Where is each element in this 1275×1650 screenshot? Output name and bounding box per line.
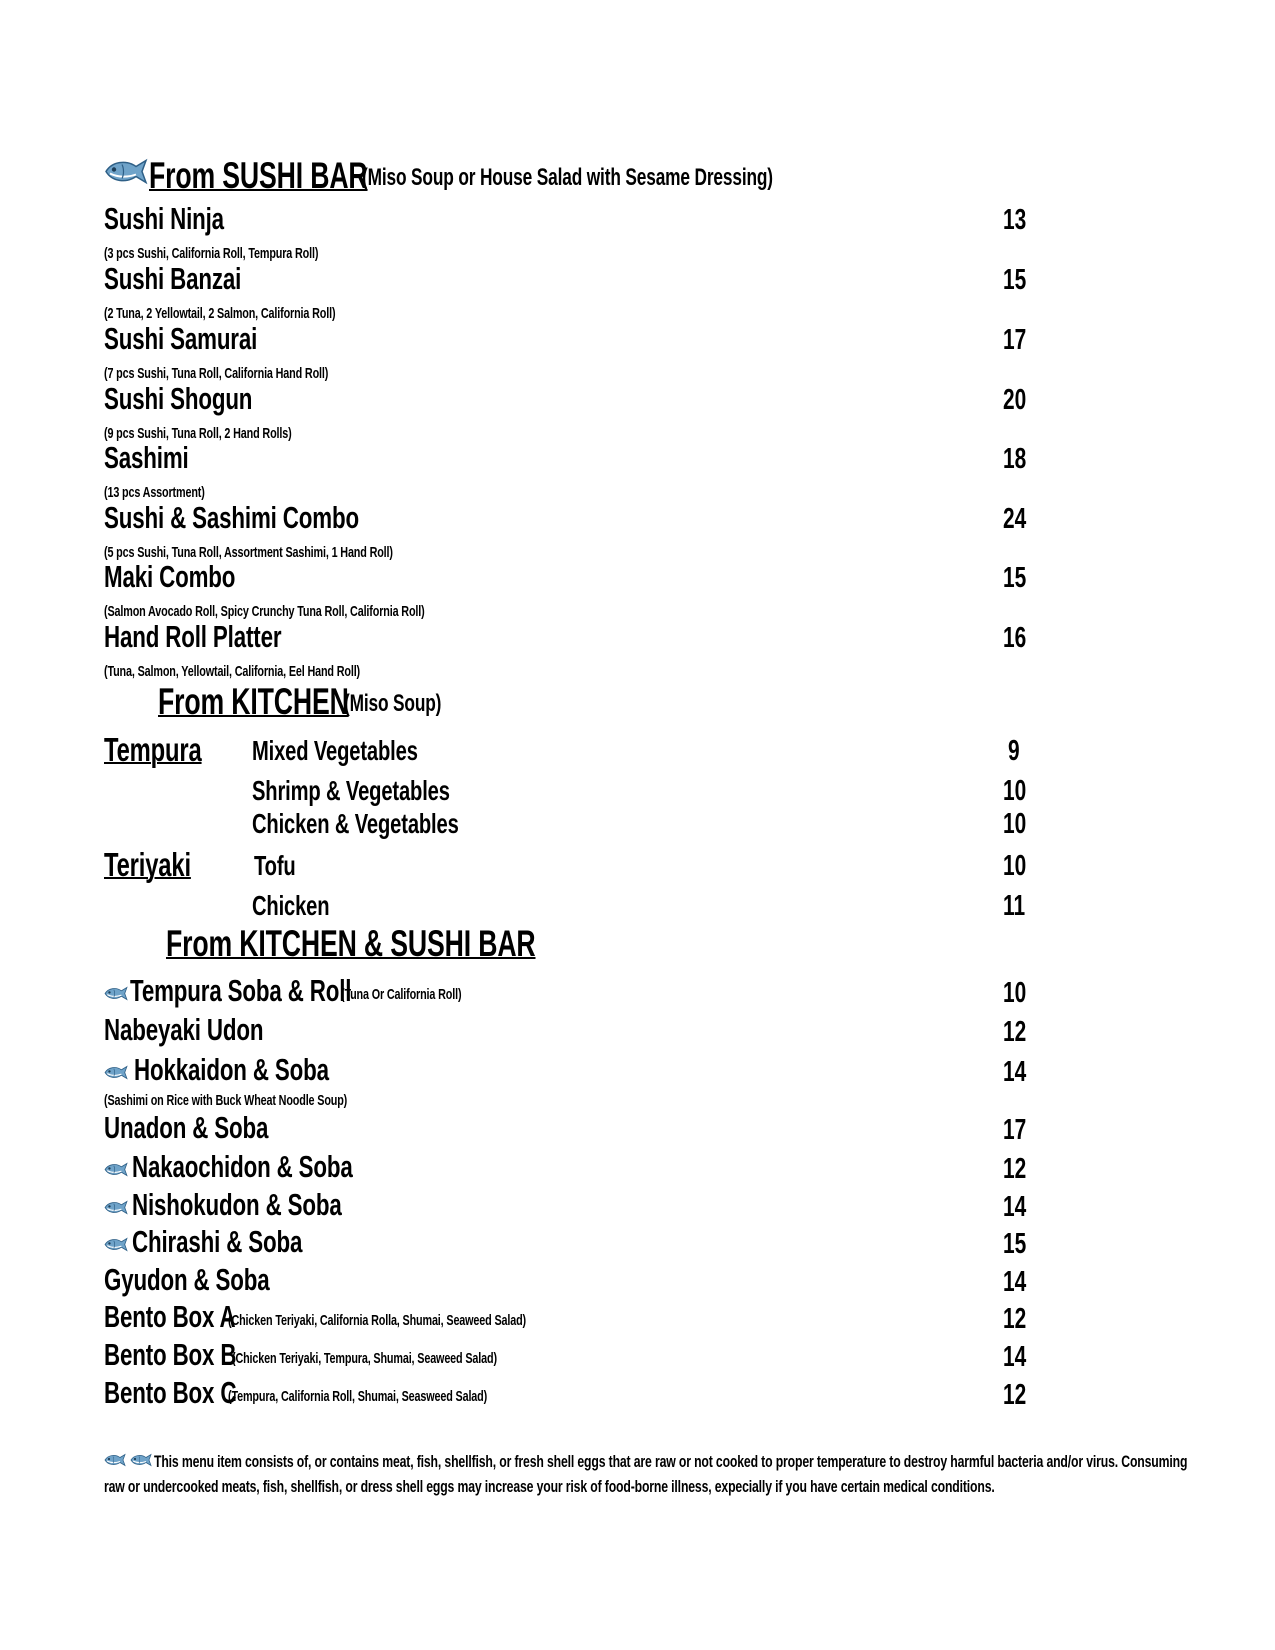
fish-icon	[104, 1065, 128, 1080]
fish-icon	[104, 1237, 128, 1252]
menu-item-price: 12	[1003, 1153, 1027, 1185]
menu-item-price: 10	[1003, 775, 1027, 807]
menu-item-name: Sushi & Sashimi Combo	[104, 500, 359, 535]
disclaimer-line-2: raw or undercooked meats, fish, shellfish, or dress shell eggs may increase your risk of food-borne illness, expecially if you have certain medical conditions.	[104, 1477, 995, 1496]
menu-item-price: 14	[1003, 1191, 1027, 1223]
fish-icon	[104, 1200, 128, 1215]
menu-item-name: Hokkaidon & Soba	[134, 1052, 329, 1087]
menu-item-description: (2 Tuna, 2 Yellowtail, 2 Salmon, California Roll)	[104, 305, 336, 322]
menu-item-price: 15	[1003, 264, 1027, 296]
menu-item-name: Sushi Shogun	[104, 381, 253, 416]
menu-item-description: (3 pcs Sushi, California Roll, Tempura Roll)	[104, 245, 319, 262]
fish-icon	[104, 1453, 126, 1467]
menu-item-name: Shrimp & Vegetables	[252, 775, 450, 806]
menu-item-price: 12	[1003, 1379, 1027, 1411]
menu-item-note: (Tempura, California Roll, Shumai, Seasweed Salad)	[228, 1388, 488, 1405]
menu-item-price: 15	[1003, 1228, 1027, 1260]
menu-item-description: (13 pcs Assortment)	[104, 484, 205, 501]
menu-item-price: 18	[1003, 443, 1027, 475]
menu-item-description: (Tuna, Salmon, Yellowtail, California, Eel Hand Roll)	[104, 663, 361, 680]
sushi-bar-heading: From SUSHI BAR	[149, 155, 368, 196]
menu-item-price: 17	[1003, 324, 1027, 356]
menu-item-name: Mixed Vegetables	[252, 735, 418, 766]
menu-item-name: Sushi Samurai	[104, 321, 258, 356]
menu-item-price: 15	[1003, 562, 1027, 594]
menu-item-description: (9 pcs Sushi, Tuna Roll, 2 Hand Rolls)	[104, 425, 292, 442]
menu-item-price: 12	[1003, 1303, 1027, 1335]
menu-item-name: Nishokudon & Soba	[132, 1187, 342, 1222]
kitchen-heading: From KITCHEN	[158, 681, 349, 722]
menu-item-price: 10	[1003, 808, 1027, 840]
menu-item-name: Nabeyaki Udon	[104, 1012, 264, 1047]
menu-item-price: 14	[1003, 1266, 1027, 1298]
menu-item-name: Bento Box A	[104, 1299, 236, 1334]
menu-item-price: 13	[1003, 204, 1027, 236]
menu-item-name: Nakaochidon & Soba	[132, 1149, 353, 1184]
menu-item-name: Tofu	[254, 850, 296, 881]
menu-item-name: Tempura Soba & Roll	[130, 973, 352, 1008]
menu-item-name: Sashimi	[104, 440, 189, 475]
menu-item-price: 14	[1003, 1341, 1027, 1373]
fish-icon	[130, 1453, 152, 1467]
menu-item-price: 24	[1003, 503, 1027, 535]
menu-item-description: (Sashimi on Rice with Buck Wheat Noodle Soup)	[104, 1092, 348, 1109]
fish-icon	[104, 986, 128, 1001]
menu-item-price: 20	[1003, 384, 1027, 416]
menu-item-price: 9	[1008, 735, 1020, 767]
menu-item-name: Sushi Banzai	[104, 261, 242, 296]
menu-item-note: (Tuna Or California Roll)	[341, 986, 462, 1003]
teriyaki-category: Teriyaki	[104, 846, 191, 883]
fish-icon	[104, 1162, 128, 1177]
menu-item-name: Hand Roll Platter	[104, 619, 282, 654]
menu-item-price: 12	[1003, 1016, 1027, 1048]
menu-item-description: (7 pcs Sushi, Tuna Roll, California Hand Roll)	[104, 365, 329, 382]
sushi-bar-subheading: (Miso Soup or House Salad with Sesame Dressing)	[362, 164, 773, 191]
menu-item-name: Maki Combo	[104, 559, 236, 594]
kitchen-subheading: (Miso Soup)	[344, 690, 442, 717]
menu-item-price: 14	[1003, 1056, 1027, 1088]
menu-item-name: Unadon & Soba	[104, 1110, 269, 1145]
fish-icon	[104, 158, 148, 185]
menu-item-price: 10	[1003, 850, 1027, 882]
menu-item-price: 17	[1003, 1114, 1027, 1146]
menu-item-price: 11	[1003, 890, 1026, 922]
tempura-category: Tempura	[104, 731, 202, 768]
menu-item-name: Chirashi & Soba	[132, 1224, 303, 1259]
combo-heading: From KITCHEN & SUSHI BAR	[166, 923, 536, 964]
menu-item-note: (Chicken Teriyaki, California Rolla, Shumai, Seaweed Salad)	[228, 1312, 527, 1329]
menu-item-name: Sushi Ninja	[104, 201, 224, 236]
menu-item-name: Chicken & Vegetables	[252, 808, 459, 839]
menu-item-price: 10	[1003, 977, 1027, 1009]
menu-item-note: (Chicken Teriyaki, Tempura, Shumai, Seaweed Salad)	[232, 1350, 497, 1367]
menu-item-description: (Salmon Avocado Roll, Spicy Crunchy Tuna Roll, California Roll)	[104, 603, 425, 620]
menu-item-description: (5 pcs Sushi, Tuna Roll, Assortment Sashimi, 1 Hand Roll)	[104, 544, 393, 561]
menu-item-name: Gyudon & Soba	[104, 1262, 270, 1297]
menu-item-name: Chicken	[252, 890, 330, 921]
disclaimer-line-1: This menu item consists of, or contains meat, fish, shellfish, or fresh shell eggs that are raw or not cooked to proper temperature to destroy harmful bacteria and/or virus. Consuming	[154, 1452, 1188, 1471]
menu-item-price: 16	[1003, 622, 1027, 654]
menu-item-name: Bento Box C	[104, 1375, 237, 1410]
menu-item-name: Bento Box B	[104, 1337, 237, 1372]
